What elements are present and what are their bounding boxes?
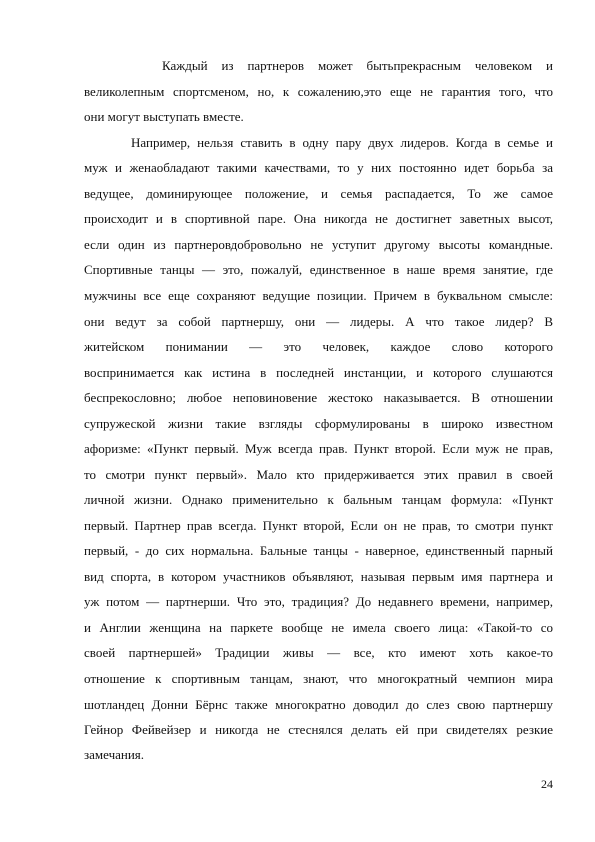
paragraph-2-line-22: отношение к спортивным танцам, знают, что многократный чемпион мира [84, 671, 553, 686]
paragraph-2-line-13: афоризме: «Пункт первый. Муж всегда прав. Пункт второй. Если муж не прав, [84, 441, 553, 456]
paragraph-2-line-25: замечания. [84, 747, 145, 762]
paragraph-2-line-17: первый, - до сих нормальна. Бальные танцы - наверное, единственный парный [84, 543, 553, 558]
paragraph-2-line-20: и Англии женщина на паркете вообще не имела своего лица: «Такой-то со [84, 620, 553, 635]
paragraph-2-line-11: беспрекословно; любое неповиновение жестоко наказывается. В отношении [84, 390, 553, 405]
paragraph-2-line-10: воспринимается как истина в последней инстанции, и которого слушаются [84, 365, 553, 380]
paragraph-2-line-16: первый. Партнер прав всегда. Пункт второй, Если он не прав, то смотри пункт [84, 518, 553, 533]
paragraph-2-line-4: происходит и в спортивной паре. Она никогда не достигнет заветных высот, [84, 211, 553, 226]
paragraph-2-line-6: Спортивные танцы — это, пожалуй, единственное в наше время занятие, где [84, 262, 553, 277]
paragraph-2-line-3: ведущее, доминирующее положение, и семья распадается, То же самое [84, 186, 553, 201]
paragraph-2-line-21: своей партнершей» Традиции живы — все, кто имеют хоть какое-то [84, 645, 553, 660]
paragraph-2-line-7: мужчины все еще сохраняют ведущие позиции. Причем в буквальном смысле: [84, 288, 553, 303]
paragraph-2-line-1: Например, нельзя ставить в одну пару двух лидеров. Когда в семье и [131, 135, 553, 150]
paragraph-2-line-18: вид спорта, в котором участников объявляют, называя первым имя партнера и [84, 569, 553, 584]
paragraph-2-line-14: то смотри пункт первый». Мало кто придерживается этих правил в своей [84, 467, 553, 482]
paragraph-2-line-23: шотландец Донни Бёрнс также многократно доводил до слез свою партнершу [84, 697, 553, 712]
paragraph-2-line-5: если один из партнеровдобровольно не уступит другому высоты командные. [84, 237, 553, 252]
paragraph-2-line-12: супружеской жизни такие взгляды сформулированы в широко известном [84, 416, 553, 431]
paragraph-2-line-9: житейском понимании — это человек, каждое слово которого [84, 339, 553, 354]
paragraph-1-line-2: великолепным спортсменом, но, к сожалению,это еще не гарантия того, что [84, 84, 553, 99]
paragraph-2-line-19: уж потом — партнерши. Что это, традиция? До недавнего времени, например, [84, 594, 553, 609]
paragraph-2-line-24: Гейнор Фейвейзер и никогда не стеснялся делать ей при свидетелях резкие [84, 722, 553, 737]
paragraph-2-line-8: они ведут за собой партнершу, они — лидеры. А что такое лидер? В [84, 314, 553, 329]
paragraph-1-line-1: Каждый из партнеров может бытьпрекрасным человеком и [162, 58, 553, 73]
page-number: 24 [541, 777, 553, 791]
paragraph-1-line-3: они могут выступать вместе. [84, 109, 244, 124]
paragraph-2-line-2: муж и женаобладают такими качествами, то у них постоянно идет борьба за [84, 160, 553, 175]
paragraph-2-line-15: личной жизни. Однако применительно к бальным танцам формула: «Пункт [84, 492, 553, 507]
